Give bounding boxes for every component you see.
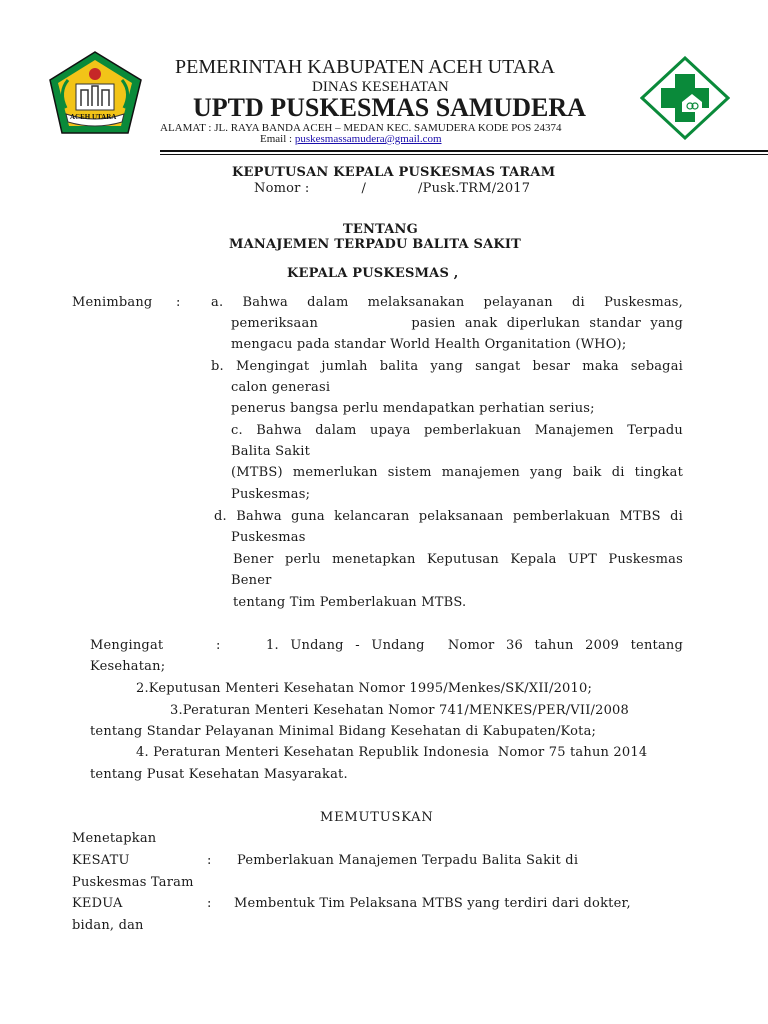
mengingat-3: 3.Peraturan Menteri Kesehatan Nomor 741/MENKES/PER/VII/2008 (170, 703, 629, 718)
kesatu-text: Pemberlakuan Manajemen Terpadu Balita Sakit di (237, 853, 579, 868)
mengingat-2: 2.Keputusan Menteri Kesehatan Nomor 1995/Menkes/SK/XII/2010; (136, 681, 593, 696)
menimbang-c3: (MTBS) memerlukan sistem manajemen yang baik di tingkat (231, 465, 683, 480)
kesatu-text-2: Puskesmas Taram (72, 875, 194, 890)
mengingat-4b: tentang Pusat Kesehatan Masyarakat. (90, 767, 348, 782)
mengingat-4: 4. Peraturan Menteri Kesehatan Republik Indonesia Nomor 75 tahun 2014 (136, 745, 648, 760)
address: ALAMAT : JL. RAYA BANDA ACEH – MEDAN KEC. SAMUDERA KODE POS 24374 (160, 122, 562, 134)
kesatu-label: KESATU (72, 853, 130, 868)
menimbang-d5: tentang Tim Pemberlakuan MTBS. (233, 595, 467, 610)
menetapkan-label: Menetapkan (72, 831, 157, 846)
menimbang-d2: Puskesmas (231, 530, 306, 545)
menimbang-colon: : (176, 295, 181, 310)
menimbang-d4: Bener (231, 573, 272, 588)
kedua-label: KEDUA (72, 896, 123, 911)
menimbang-label: Menimbang (72, 295, 153, 310)
kedua-text-2: bidan, dan (72, 918, 144, 933)
gov-name: PEMERINTAH KABUPATEN ACEH UTARA (175, 56, 555, 78)
menimbang-b3: penerus bangsa perlu mendapatkan perhatian serius; (231, 401, 595, 416)
mengingat-colon: : (216, 638, 221, 653)
letterhead-rule-thin (160, 154, 768, 155)
kesatu-colon: : (207, 853, 212, 868)
tentang-label: TENTANG (343, 222, 418, 237)
mengingat-3b: tentang Standar Pelayanan Minimal Bidang Kesehatan di Kabupaten/Kota; (90, 724, 597, 739)
menimbang-a3: mengacu pada standar World Health Organitation (WHO); (231, 337, 627, 352)
decision-title: KEPUTUSAN KEPALA PUSKESMAS TARAM (232, 165, 556, 180)
decision-number: Nomor : / /Pusk.TRM/2017 (254, 181, 531, 196)
unit-name: UPTD PUSKESMAS SAMUDERA (193, 93, 586, 122)
letterhead-rule-thick (160, 150, 768, 152)
dept-name: DINAS KESEHATAN (312, 79, 449, 95)
menimbang-d3: Bener perlu menetapkan Keputusan Kepala UPT Puskesmas (233, 552, 683, 567)
email-link[interactable]: puskesmassamudera@gmail.com (294, 133, 442, 145)
mengingat-label: Mengingat (90, 638, 164, 653)
memutuskan-heading: MEMUTUSKAN (320, 810, 434, 825)
menimbang-a1: a. Bahwa dalam melaksanakan pelayanan di Puskesmas, (211, 295, 683, 310)
menimbang-b1: b. Mengingat jumlah balita yang sangat besar maka sebagai (211, 359, 683, 374)
menimbang-a2: pemeriksaan pasien anak diperlukan standar yang (231, 316, 683, 331)
email-row (260, 133, 442, 145)
mengingat-1b: Kesehatan; (90, 659, 166, 674)
menimbang-c4: Puskesmas; (231, 487, 311, 502)
menimbang-c2: Balita Sakit (231, 444, 311, 459)
kedua-text: Membentuk Tim Pelaksana MTBS yang terdiri dari dokter, (234, 896, 631, 911)
email-label: Email : (260, 133, 293, 145)
decision-subject: MANAJEMEN TERPADU BALITA SAKIT (229, 237, 522, 252)
menimbang-c1: c. Bahwa dalam upaya pemberlakuan Manajemen Terpadu (231, 423, 683, 438)
kedua-colon: : (207, 896, 212, 911)
emblem-label: ACEH UTARA (70, 113, 117, 121)
menimbang-b2: calon generasi (231, 380, 331, 395)
aceh-utara-emblem-icon (48, 50, 143, 135)
puskesmas-cross-icon (640, 56, 730, 140)
kepala-heading: KEPALA PUSKESMAS , (287, 266, 459, 281)
menimbang-d1: d. Bahwa guna kelancaran pelaksanaan pemberlakuan MTBS di (214, 509, 683, 524)
mengingat-1: 1. Undang - Undang Nomor 36 tahun 2009 tentang (266, 638, 683, 653)
